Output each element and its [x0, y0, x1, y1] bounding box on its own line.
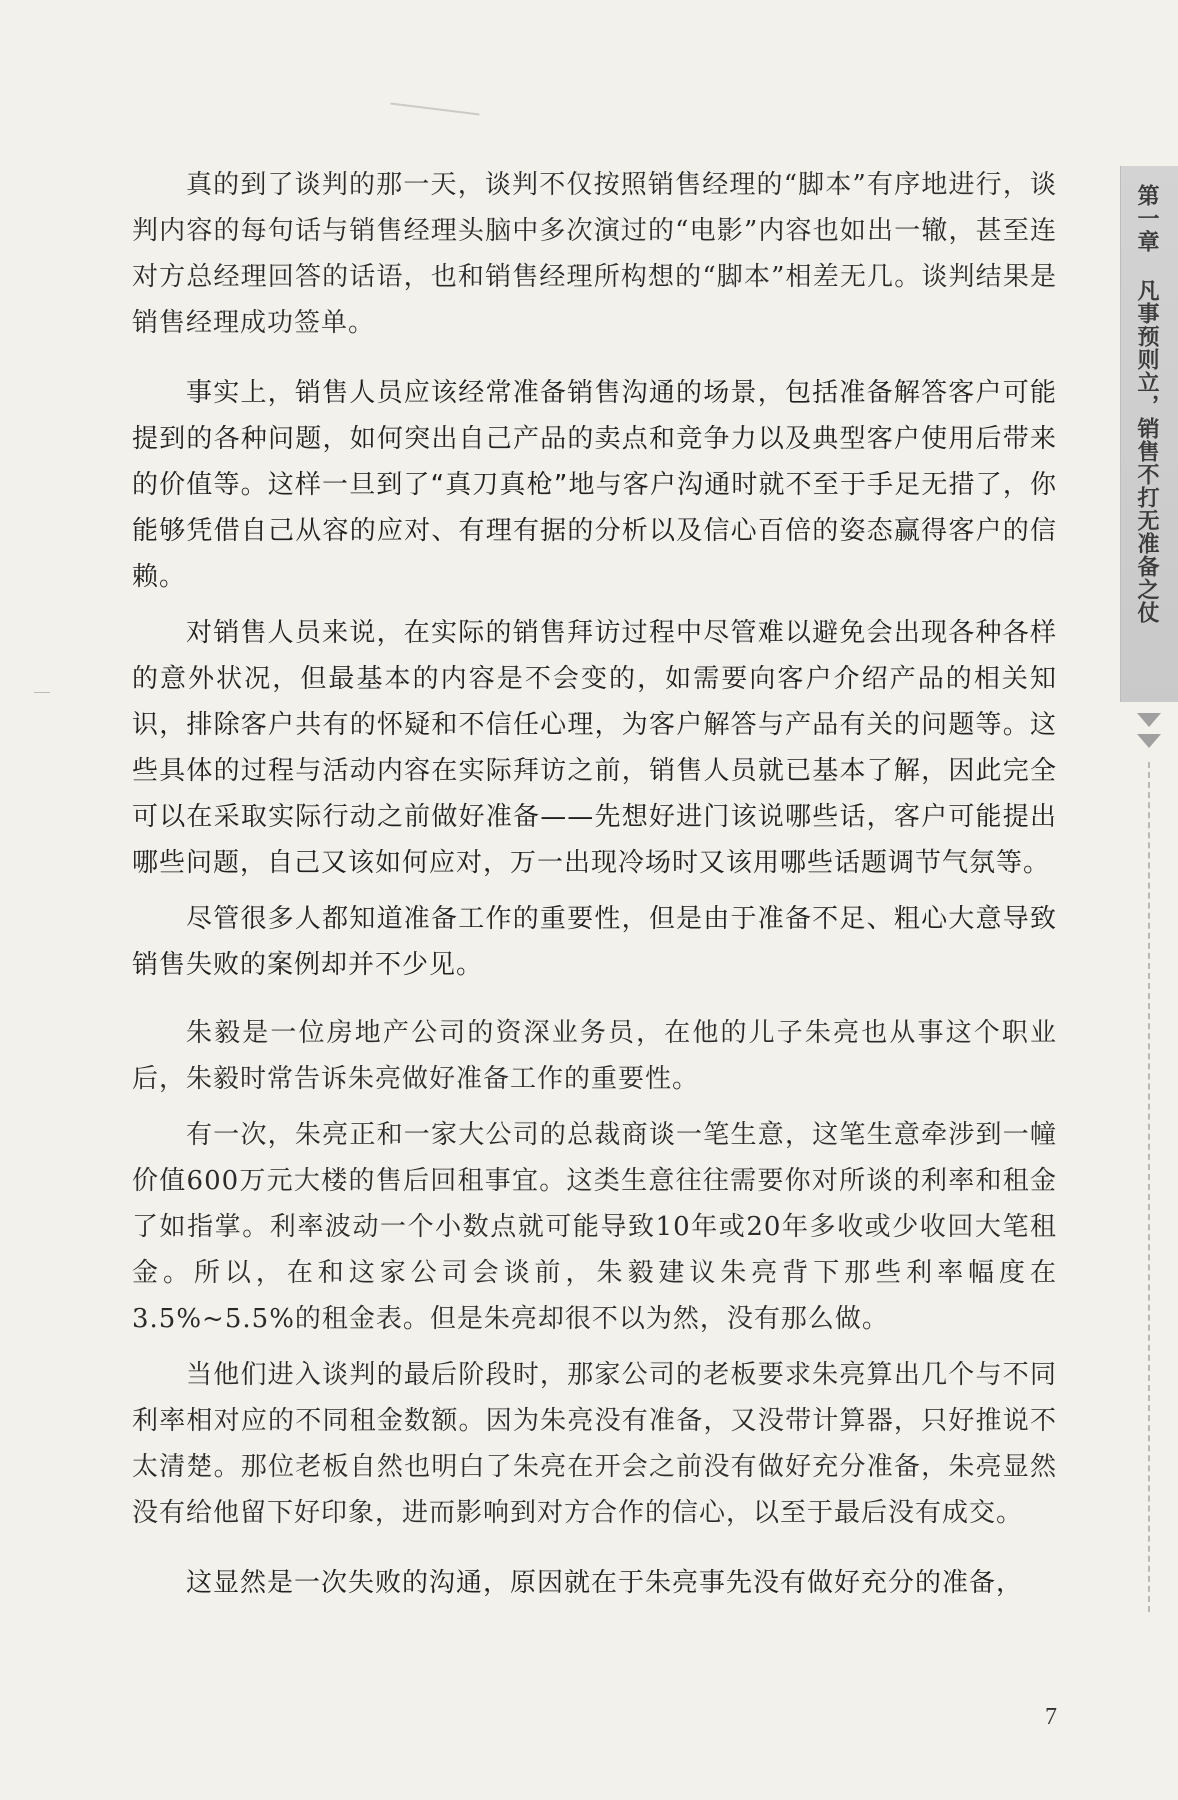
dotted-rule: [1148, 762, 1150, 1612]
paragraph-7: 当他们进入谈判的最后阶段时，那家公司的老板要求朱亮算出几个与不同利率相对应的不同租金数额。因为朱亮没有准备，又没带计算器，只好推说不太清楚。那位老板自然也明白了朱亮在开会之前没有做好充分准备，朱亮显然没有给他留下好印象，进而影响到对方合作的信心，以至于最后没有成交。: [132, 1360, 1057, 1528]
chapter-label: 第一章 凡事预则立，销售不打无准备之仗: [1134, 184, 1159, 624]
paragraph-2: 事实上，销售人员应该经常准备销售沟通的场景，包括准备解答客户可能提到的各种问题，如何突出自己产品的卖点和竞争力以及典型客户使用后带来的价值等。这样一旦到了“真刀真枪”地与客户沟通时就不至于手足无措了，你能够凭借自己从容的应对、有理有据的分析以及信心百倍的姿态赢得客户的信赖。: [132, 378, 1057, 592]
arrow-down-icon: [1137, 734, 1161, 748]
paragraph-4: 尽管很多人都知道准备工作的重要性，但是由于准备不足、粗心大意导致销售失败的案例却并不少见。: [132, 904, 1057, 980]
margin-mark: [34, 692, 50, 693]
scan-mark: [390, 103, 480, 116]
arrow-down-icon: [1137, 713, 1161, 727]
paragraph-5: 朱毅是一位房地产公司的资深业务员，在他的儿子朱亮也从事这个职业后，朱毅时常告诉朱亮做好准备工作的重要性。: [132, 1018, 1057, 1094]
chapter-tab: [1120, 166, 1178, 702]
chapter-sidebar: [1120, 166, 1178, 1616]
paragraph-3: 对销售人员来说，在实际的销售拜访过程中尽管难以避免会出现各种各样的意外状况，但最基本的内容是不会变的，如需要向客户介绍产品的相关知识，排除客户共有的怀疑和不信任心理，为客户解答与产品有关的问题等。这些具体的过程与活动内容在实际拜访之前，销售人员就已基本了解，因此完全可以在采取实际行动之前做好准备——先想好进门该说哪些话，客户可能提出哪些问题，自己又该如何应对，万一出现冷场时又该用哪些话题调节气氛等。: [132, 618, 1057, 878]
body-text: [132, 162, 1057, 1606]
page-number: 7: [1045, 1704, 1057, 1730]
paragraph-1: 真的到了谈判的那一天，谈判不仅按照销售经理的“脚本”有序地进行，谈判内容的每句话与销售经理头脑中多次演过的“电影”内容也如出一辙，甚至连对方总经理回答的话语，也和销售经理所构想的“脚本”相差无几。谈判结果是销售经理成功签单。: [132, 170, 1057, 338]
paragraph-8: 这显然是一次失败的沟通，原因就在于朱亮事先没有做好充分的准备，: [186, 1568, 1024, 1598]
paragraph-6: 有一次，朱亮正和一家大公司的总裁商谈一笔生意，这笔生意牵涉到一幢价值600万元大楼的售后回租事宜。这类生意往往需要你对所谈的利率和租金了如指掌。利率波动一个小数点就可能导致10年或20年多收或少收回大笔租金。所以，在和这家公司会谈前，朱毅建议朱亮背下那些利率幅度在3.5%~5.5%的租金表。但是朱亮却很不以为然，没有那么做。: [132, 1120, 1057, 1334]
